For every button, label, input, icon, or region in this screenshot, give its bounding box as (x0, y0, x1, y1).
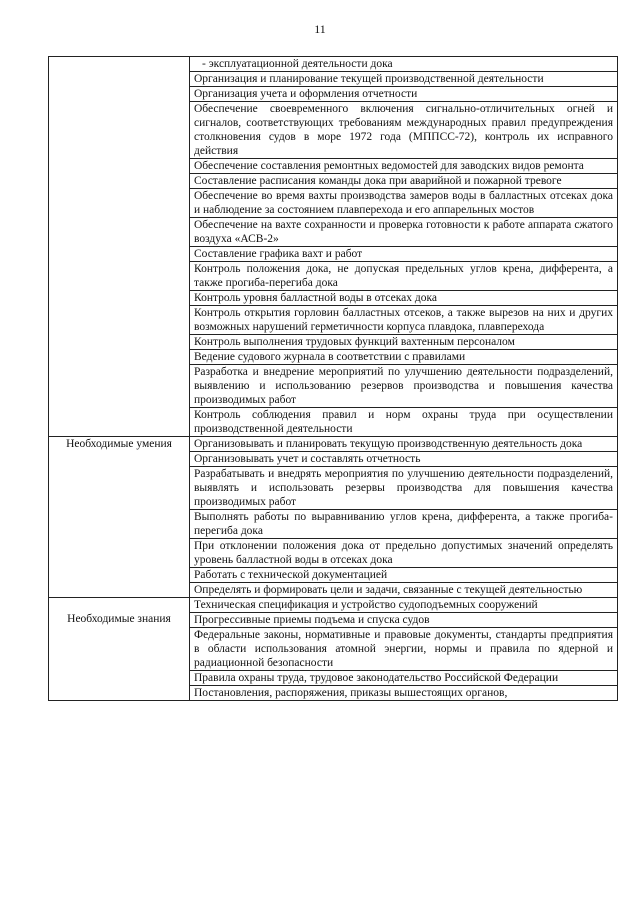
requirement-item: Правила охраны труда, трудовое законодательство Российской Федерации (190, 671, 618, 686)
requirement-item: Ведение судового журнала в соответствии с правилами (190, 350, 618, 365)
requirement-item: Организовывать учет и составлять отчетность (190, 452, 618, 467)
section-label-cell (49, 57, 190, 437)
table-body (49, 57, 618, 701)
section-label-cell (49, 598, 190, 701)
table-row (49, 57, 618, 72)
label-spacer (53, 598, 185, 612)
requirement-item: - эксплуатационной деятельности дока (190, 57, 618, 72)
requirement-item: Постановления, распоряжения, приказы вышестоящих органов, (190, 686, 618, 701)
section-label-cell (49, 437, 190, 598)
table-row (49, 598, 618, 613)
requirement-item: Составление графика вахт и работ (190, 247, 618, 262)
requirement-item: Обеспечение на вахте сохранности и проверка готовности к работе аппарата сжатого воздуха «АСВ-2» (190, 218, 618, 247)
requirement-item: Федеральные законы, нормативные и правовые документы, стандарты предприятия в области использования атомной энергии, нормы и правила по ядерной и радиационной безопасности (190, 628, 618, 671)
requirement-item: Организация учета и оформления отчетности (190, 87, 618, 102)
requirement-item: Разрабатывать и внедрять мероприятия по улучшению деятельности подразделений, выявлять и использовать резервы производства для повышения качества производимых работ (190, 467, 618, 510)
requirement-item: Прогрессивные приемы подъема и спуска судов (190, 613, 618, 628)
requirement-item: Обеспечение составления ремонтных ведомостей для заводских видов ремонта (190, 159, 618, 174)
requirement-item: Разработка и внедрение мероприятий по улучшению деятельности подразделений, выявлению и использованию резервов производства и повышения качества производимых работ (190, 365, 618, 408)
requirement-item: Обеспечение во время вахты производства замеров воды в балластных отсеках дока и наблюдение за состоянием плавперехода и его аппарельных мостов (190, 189, 618, 218)
requirement-item: Составление расписания команды дока при аварийной и пожарной тревоге (190, 174, 618, 189)
requirement-item: Техническая спецификация и устройство судоподъемных сооружений (190, 598, 618, 613)
requirements-table (48, 56, 618, 701)
requirement-item: Контроль уровня балластной воды в отсеках дока (190, 291, 618, 306)
section-label: Необходимые знания (67, 613, 171, 625)
requirement-item: Контроль открытия горловин балластных отсеков, а также вырезов на них и других возможных нарушений герметичности корпуса плавдока, плавперехода (190, 306, 618, 335)
table-row (49, 437, 618, 452)
requirement-item: Контроль соблюдения правил и норм охраны труда при осуществлении производственной деятельности (190, 408, 618, 437)
requirement-item: Организация и планирование текущей производственной деятельности (190, 72, 618, 87)
requirement-item: Работать с технической документацией (190, 568, 618, 583)
requirement-item: Обеспечение своевременного включения сигнально-отличительных огней и сигналов, соответствующих требованиям международных правил предупреждения столкновения судов в море 1972 года (МППСС-72), контроль их исправного действия (190, 102, 618, 159)
section-label: Необходимые умения (66, 438, 172, 450)
requirement-item: Контроль выполнения трудовых функций вахтенным персоналом (190, 335, 618, 350)
requirement-item: При отклонении положения дока от предельно допустимых значений определять уровень балластной воды в отсеках дока (190, 539, 618, 568)
requirement-item: Контроль положения дока, не допуская предельных углов крена, дифферента, а также прогиба-перегиба дока (190, 262, 618, 291)
requirement-item: Организовывать и планировать текущую производственную деятельность дока (190, 437, 618, 452)
page-number: 11 (314, 22, 326, 36)
requirement-item: Выполнять работы по выравниванию углов крена, дифферента, а также прогиба-перегиба дока (190, 510, 618, 539)
requirement-item: Определять и формировать цели и задачи, связанные с текущей деятельностью (190, 583, 618, 598)
